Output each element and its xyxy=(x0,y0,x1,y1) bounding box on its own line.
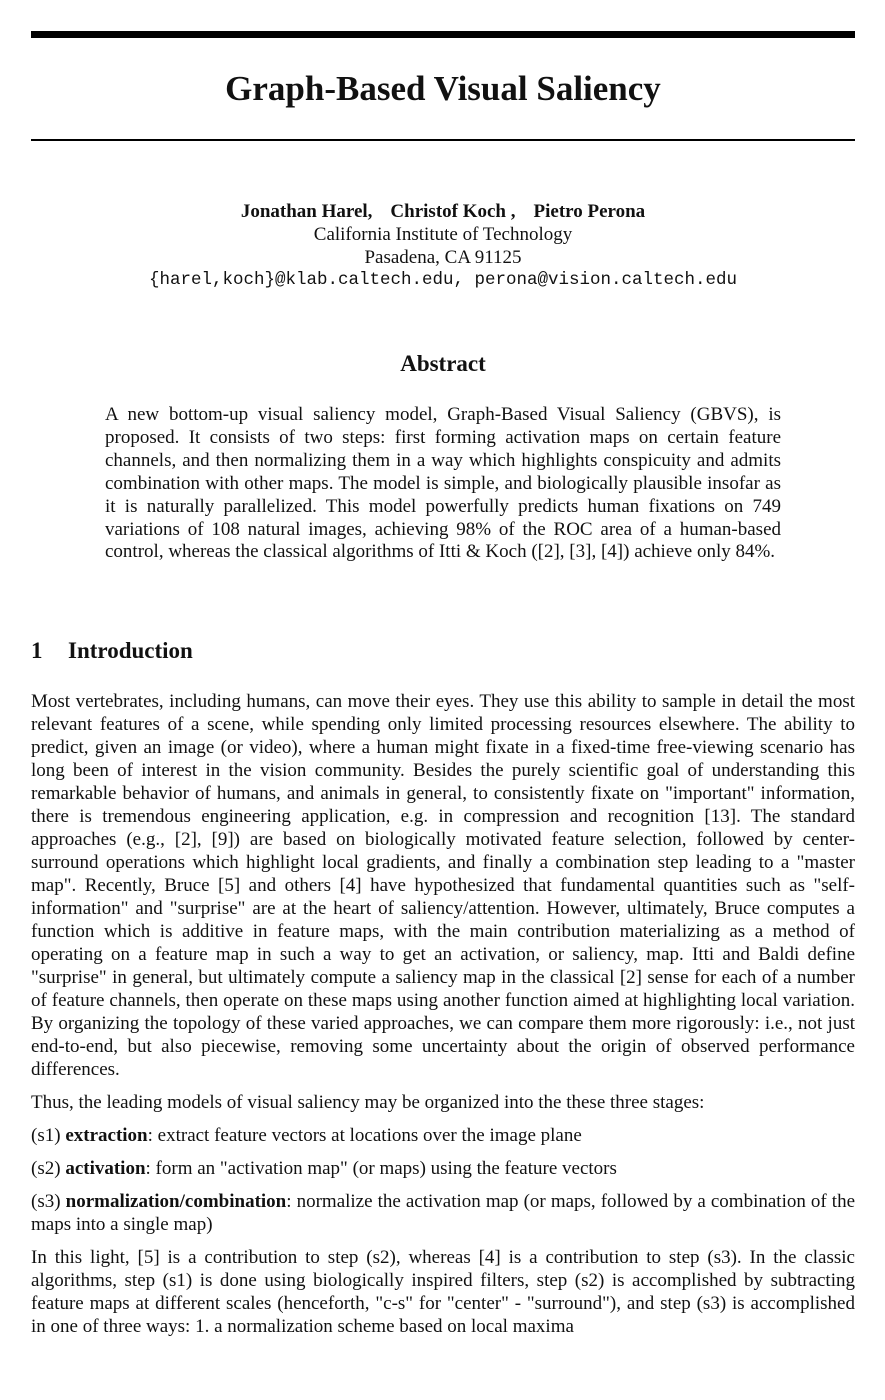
abstract-heading: Abstract xyxy=(400,351,486,376)
stage-item xyxy=(31,1157,855,1180)
paragraph: In this light, [5] is a contribution to step (s2), whereas [4] is a contribution to step (s3). In the classic algorithms, step (s1) is done using biologically inspired filters, step (s2) is accomplished by subtracting feature maps at different scales (henceforth, "c-s" for "center" - "surround"), and step (s3) is accomplished in one of three ways: 1. a normalization scheme based on local maxima xyxy=(31,1247,855,1337)
section-heading xyxy=(31,637,855,665)
address: Pasadena, CA 91125 xyxy=(364,247,522,268)
section-title: Introduction xyxy=(68,638,193,663)
stage-text: : extract feature vectors at locations over the image plane xyxy=(147,1125,582,1146)
author-emails: {harel,koch}@klab.caltech.edu, perona@vision.caltech.edu xyxy=(148,270,738,290)
stage-item xyxy=(31,1190,855,1236)
paragraph: Most vertebrates, including humans, can move their eyes. They use this ability to sample in detail the most relevant features of a scene, while spending only limited processing resources elsewhere. The ability to predict, given an image (or video), where a human might fixate in a fixed-time free-viewing scenario has long been of interest in the vision community. Besides the purely scientific goal of understanding this remarkable behavior of humans, and animals in general, to consistently fixate on "important" information, there is tremendous engineering application, e.g. in compression and recognition [13]. The standard approaches (e.g., [2], [9]) are based on biologically motivated feature selection, followed by center-surround operations which highlight local gradients, and finally a combination step leading to a "master map". Recently, Bruce [5] and others [4] have hypothesized that fundamental quantities such as "self-information" and "surprise" are at the heart of saliency/attention. However, ultimately, Bruce computes a function which is additive in feature maps, with the main contribution materializing as a method of operating on a feature map in such a way to get an activation, or saliency, map. Itti and Baldi define "surprise" in general, but ultimately compute a saliency map in the classical [2] sense for each of a number of feature channels, then operate on these maps using another function aimed at highlighting local variation. By organizing the topology of these varied approaches, we can compare them more rigorously: i.e., not just end-to-end, but also piecewise, removing some uncertainty about the origin of observed performance differences. xyxy=(31,691,855,1080)
stage-label: (s1) xyxy=(31,1125,61,1146)
author-name: Christof Koch , xyxy=(390,201,516,222)
section-body xyxy=(31,690,855,1348)
author-names xyxy=(31,200,855,223)
stage-item xyxy=(31,1124,855,1147)
stage-text: : form an "activation map" (or maps) using the feature vectors xyxy=(145,1158,617,1179)
abstract-text: A new bottom-up visual saliency model, Graph-Based Visual Saliency (GBVS), is proposed. It consists of two steps: first forming activation maps on certain feature channels, and then normalizing them in a way which highlights conspicuity and admits combination with other maps. The model is simple, and biologically plausible insofar as it is naturally parallelized. This model powerfully predicts human fixations on 749 variations of 108 natural images, achieving 98% of the ROC area of a human-based control, whereas the classical algorithms of Itti & Koch ([2], [3], [4]) achieve only 84%. xyxy=(105,404,781,563)
paper-title: Graph-Based Visual Saliency xyxy=(225,69,661,108)
author-block xyxy=(31,200,855,292)
stage-term: extraction xyxy=(65,1125,148,1146)
top-rule xyxy=(31,31,855,38)
stage-text: : normalize the activation map (or maps, followed by a combination of the maps into a single map) xyxy=(31,1191,855,1235)
affiliation: California Institute of Technology xyxy=(313,224,573,245)
stage-term: activation xyxy=(65,1158,146,1179)
title-rule xyxy=(31,139,855,141)
stage-label: (s3) xyxy=(31,1191,61,1212)
paragraph: Thus, the leading models of visual saliency may be organized into the these three stages: xyxy=(31,1092,705,1113)
stage-term: normalization/combination xyxy=(65,1191,287,1212)
stage-label: (s2) xyxy=(31,1158,61,1179)
section-number: 1 xyxy=(31,638,43,663)
author-name: Jonathan Harel, xyxy=(240,201,373,222)
author-name: Pietro Perona xyxy=(533,201,646,222)
